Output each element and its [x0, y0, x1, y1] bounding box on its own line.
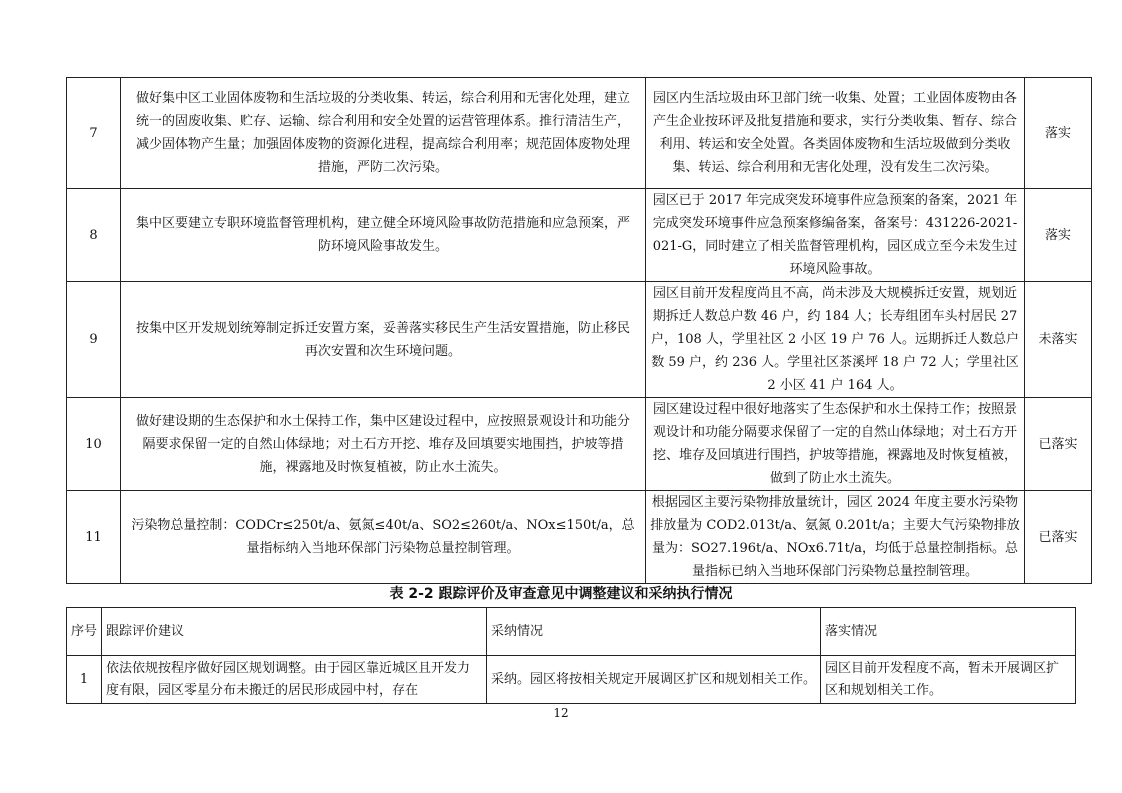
table-row: [67, 656, 1076, 704]
status-cell: 落实: [1025, 189, 1092, 282]
execution-cell: 园区已于 2017 年完成突发环境事件应急预案的备案，2021 年完成突发环境事件应急预案修编备案，备案号：431226-2021-021-G，同时建立了相关监督管理机构，园区成立至今未发生过环境风险事故。: [646, 189, 1025, 282]
row-number: 11: [67, 491, 121, 584]
execution-cell: 园区建设过程中很好地落实了生态保护和水土保持工作；按照景观设计和功能分隔要求保留了一定的自然山体绿地；对土石方开挖、堆存及回填进行围挡，护坡等措施，裸露地及时恢复植被，做到了防止水土流失。: [646, 398, 1025, 491]
suggestions-table: [66, 607, 1076, 704]
adoption-cell: 采纳。园区将按相关规定开展调区扩区和规划相关工作。: [487, 656, 821, 704]
table-row: [67, 189, 1092, 282]
header-implementation: 落实情况: [821, 608, 1076, 656]
execution-cell: 园区目前开发程度尚且不高，尚未涉及大规模拆迁安置，规划近期拆迁人数总户数 46 户，约 184 人；长寿组团车头村居民 27 户，108 人，学里社区 2 小区 19 户 76 人。远期拆迁人数总户数 59 户，约 236 人。学里社区茶溪坪 18 户 72 人；学里社区 2 小区 41 户 164 人。: [646, 282, 1025, 398]
row-number: 9: [67, 282, 121, 398]
table-row: [67, 398, 1092, 491]
page-number: 12: [553, 706, 569, 720]
status-cell: 未落实: [1025, 282, 1092, 398]
row-number: 1: [67, 656, 102, 704]
table-row: [67, 282, 1092, 398]
table-row: [67, 78, 1092, 189]
table-header-row: [67, 608, 1076, 656]
requirement-cell: 按集中区开发规划统筹制定拆迁安置方案，妥善落实移民生产生活安置措施，防止移民再次安置和次生环境问题。: [121, 282, 646, 398]
header-adoption: 采纳情况: [487, 608, 821, 656]
status-cell: 落实: [1025, 78, 1092, 189]
status-cell: 已落实: [1025, 491, 1092, 584]
requirement-cell: 做好建设期的生态保护和水土保持工作，集中区建设过程中，应按照景观设计和功能分隔要求保留一定的自然山体绿地；对土石方开挖、堆存及回填要实地围挡，护坡等措施，裸露地及时恢复植被，防止水土流失。: [121, 398, 646, 491]
table-caption: 表 2-2 跟踪评价及审查意见中调整建议和采纳执行情况: [389, 586, 733, 602]
table-row: [67, 491, 1092, 584]
header-no: 序号: [67, 608, 102, 656]
execution-cell: 园区内生活垃圾由环卫部门统一收集、处置；工业固体废物由各产生企业按环评及批复措施和要求，实行分类收集、暂存、综合利用、转运和安全处置。各类固体废物和生活垃圾做到分类收集、转运、综合利用和无害化处理，没有发生二次污染。: [646, 78, 1025, 189]
status-cell: 已落实: [1025, 398, 1092, 491]
implementation-cell: 园区目前开发程度不高，暂未开展调区扩区和规划相关工作。: [821, 656, 1076, 704]
row-number: 8: [67, 189, 121, 282]
requirement-cell: 污染物总量控制：CODCr≤250t/a、氨氮≤40t/a、SO2≤260t/a、NOx≤150t/a，总量指标纳入当地环保部门污染物总量控制管理。: [121, 491, 646, 584]
requirements-table: [66, 77, 1092, 584]
row-number: 10: [67, 398, 121, 491]
header-suggestion: 跟踪评价建议: [102, 608, 487, 656]
requirement-cell: 做好集中区工业固体废物和生活垃圾的分类收集、转运，综合利用和无害化处理，建立统一的固废收集、贮存、运输、综合利用和安全处置的运营管理体系。推行清洁生产，减少固体物产生量；加强固体废物的资源化进程，提高综合利用率；规范固体废物处理措施，严防二次污染。: [121, 78, 646, 189]
execution-cell: 根据园区主要污染物排放量统计，园区 2024 年度主要水污染物排放量为 COD2.013t/a、氨氮 0.201t/a；主要大气污染物排放量为：SO27.196t/a、NOx6.71t/a，均低于总量控制指标。总量指标已纳入当地环保部门污染物总量控制管理。: [646, 491, 1025, 584]
row-number: 7: [67, 78, 121, 189]
requirement-cell: 集中区要建立专职环境监督管理机构，建立健全环境风险事故防范措施和应急预案，严防环境风险事故发生。: [121, 189, 646, 282]
suggestion-cell: 依法依规按程序做好园区规划调整。由于园区靠近城区且开发力度有限，园区零星分布未搬迁的居民形成园中村，存在: [102, 656, 487, 704]
